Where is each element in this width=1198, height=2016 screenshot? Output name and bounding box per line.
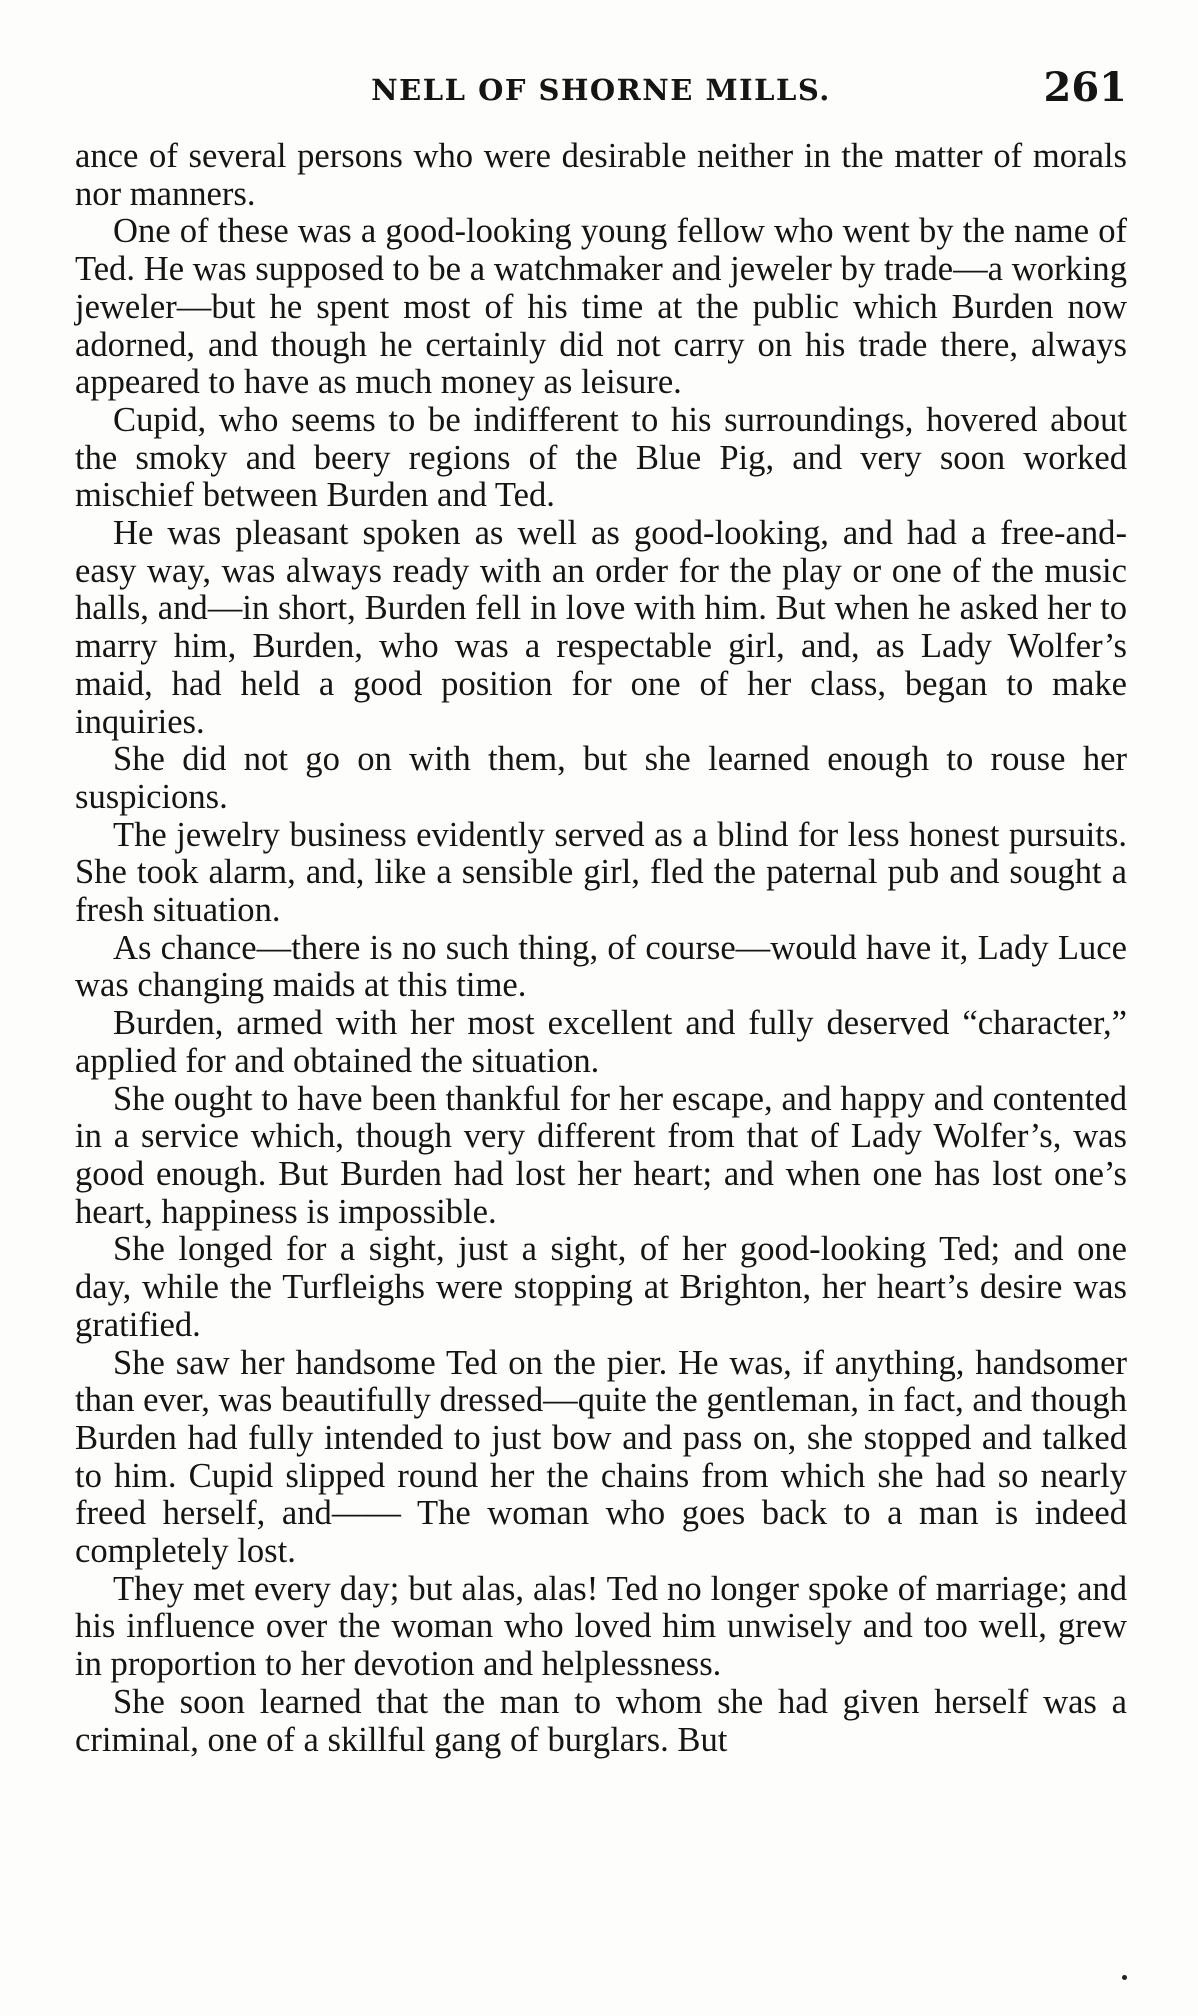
paragraph: Cupid, who seems to be indifferent to his surroundings, hovered about the smoky and beery regions of the Blue Pig, and very soon worked mischief between Burden and Ted. — [75, 400, 1127, 515]
paragraph: She ought to have been thankful for her escape, and happy and contented in a service which, though very different from that of Lady Wolfer’s, was good enough. But Burden had lost her heart; and when one has lost one’s heart, happiness is impossible. — [75, 1079, 1127, 1231]
paragraph: They met every day; but alas, alas! Ted no longer spoke of marriage; and his influence over the woman who loved him unwisely and too well, grew in proportion to her devotion and helplessness. — [75, 1569, 1127, 1684]
paragraph: The jewelry business evidently served as a blind for less honest pursuits. She took alarm, and, like a sensible girl, fled the paternal pub and sought a fresh situation. — [75, 815, 1127, 930]
paragraph: As chance—there is no such thing, of course—would have it, Lady Luce was changing maids at this time. — [75, 928, 1127, 1005]
running-title: NELL OF SHORNE MILLS. — [371, 73, 831, 107]
paragraph: ance of several persons who were desirable neither in the matter of morals nor manners. — [75, 137, 1127, 213]
paragraph: Burden, armed with her most excellent and fully deserved “character,” applied for and obtained the situation. — [75, 1004, 1127, 1080]
page-number: 261 — [1043, 64, 1127, 111]
paragraph: She soon learned that the man to whom she had given herself was a criminal, one of a skillful gang of burglars. But — [75, 1682, 1127, 1759]
paragraph: She did not go on with them, but she learned enough to rouse her suspicions. — [75, 740, 1127, 816]
paragraph: She saw her handsome Ted on the pier. He was, if anything, handsomer than ever, was beautifully dressed—quite the gentleman, in fact, and though Burden had fully intended to just bow and pass on, she stopped and talked to him. Cupid slipped round her the chains from which she had so nearly freed herself, and—— The woman who goes back to a man is indeed completely lost. — [75, 1343, 1127, 1571]
paragraph: One of these was a good-looking young fellow who went by the name of Ted. He was supposed to be a watchmaker and jeweler by trade—a working jeweler—but he spent most of his time at the public which Burden now adorned, and though he certainly did not carry on his trade there, always appeared to have as much money as leisure. — [75, 212, 1127, 402]
paragraph: She longed for a sight, just a sight, of her good-looking Ted; and one day, while the Turfleighs were stopping at Brighton, her heart’s desire was gratified. — [75, 1230, 1127, 1344]
paragraph: He was pleasant spoken as well as good-looking, and had a free-and-easy way, was always ready with an order for the play or one of the music halls, and—in short, Burden fell in love with him. But when he asked her to marry him, Burden, who was a respectable girl, and, as Lady Wolfer’s maid, had held a good position for one of her class, began to make inquiries. — [75, 514, 1127, 741]
print-speck — [1122, 1975, 1127, 1980]
body-text — [75, 138, 1127, 1759]
page-header — [75, 64, 1127, 112]
